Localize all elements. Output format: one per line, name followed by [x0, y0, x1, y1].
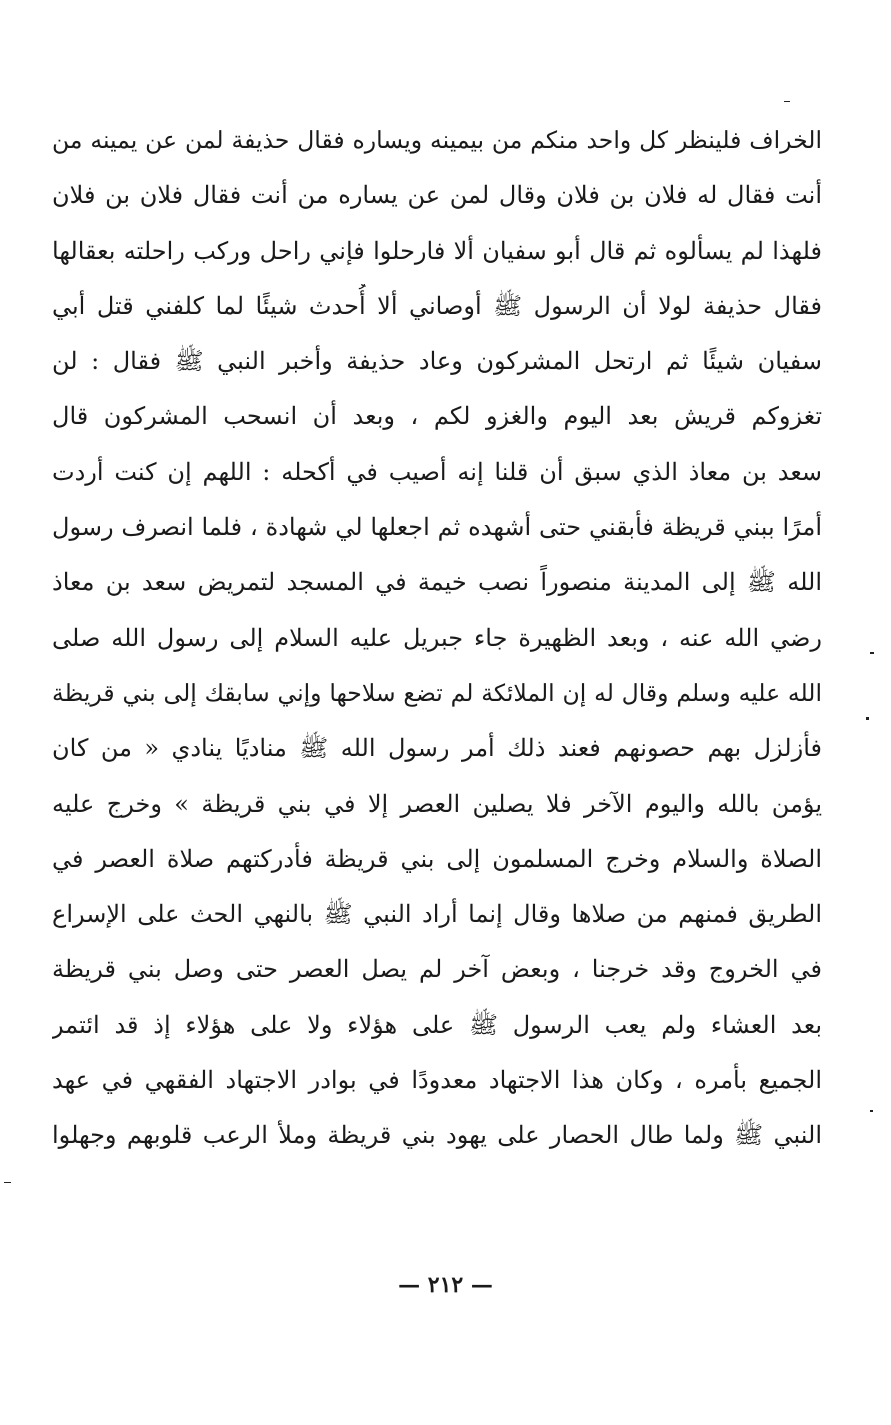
text-line: يؤمن بالله واليوم الآخر فلا يصلين العصر إلا في بني قريظة » وخرج عليه — [52, 789, 822, 818]
text-line: الخراف فلينظر كل واحد منكم من بيمينه ويساره فقال حذيفة لمن عن يمينه من — [52, 126, 822, 154]
text-line: النبي ﷺ ولما طال الحصار على يهود بني قريظة وملأ الرعب قلوبهم وجهلوا — [52, 1121, 822, 1150]
body-text — [52, 118, 822, 1169]
text-line: الطريق فمنهم من صلاها وقال إنما أراد النبي ﷺ بالنهي الحث على الإسراع — [52, 900, 822, 929]
text-line: فقال حذيفة لولا أن الرسول ﷺ أوصاني ألا أُحدث شيئًا لما كلفني قتل أبي — [52, 291, 822, 320]
scan-mark — [870, 1110, 873, 1112]
scan-mark — [784, 101, 790, 102]
text-line: فأزلزل بهم حصونهم فعند ذلك أمر رسول الله ﷺ مناديًا ينادي « من كان — [52, 734, 822, 763]
scan-mark — [870, 652, 874, 654]
text-line: سفيان شيئًا ثم ارتحل المشركون وعاد حذيفة وأخبر النبي ﷺ فقال : لن — [52, 347, 822, 376]
text-line: أمرًا ببني قريظة فأبقني حتى أشهده ثم اجعلها لي شهادة ، فلما انصرف رسول — [52, 513, 822, 542]
text-line: سعد بن معاذ الذي سبق أن قلنا إنه أصيب في أكحله : اللهم إن كنت أردت — [52, 457, 822, 486]
text-line: فلهذا لم يسألوه ثم قال أبو سفيان ألا فارحلوا فإني راحل وركب راحلته بعقالها — [52, 236, 822, 265]
page-number: — ٢١٢ — — [398, 1272, 493, 1298]
text-line: الله عليه وسلم وقال له إن الملائكة لم تضع سلاحها وإني سابقك إلى بني قريظة — [52, 678, 822, 707]
text-line: أنت فقال له فلان بن فلان وقال لمن عن يساره من أنت فقال فلان بن فلان — [52, 181, 822, 210]
text-line: رضي الله عنه ، وبعد الظهيرة جاء جبريل عليه السلام إلى رسول الله صلى — [52, 623, 822, 652]
text-line: الصلاة والسلام وخرج المسلمون إلى بني قريظة فأدركتهم صلاة العصر في — [52, 844, 822, 873]
text-line: في الخروج وقد خرجنا ، وبعض آخر لم يصل العصر حتى وصل بني قريظة — [52, 955, 822, 984]
scan-mark — [866, 717, 869, 720]
text-line: الله ﷺ إلى المدينة منصوراً نصب خيمة في المسجد لتمريض سعد بن معاذ — [52, 568, 822, 597]
scan-mark — [4, 1182, 11, 1183]
text-line: تغزوكم قريش بعد اليوم والغزو لكم ، وبعد أن انسحب المشركون قال — [52, 402, 822, 431]
text-line: الجميع بأمره ، وكان هذا الاجتهاد معدودًا في بوادر الاجتهاد الفقهي في عهد — [52, 1066, 822, 1095]
text-line: بعد العشاء ولم يعب الرسول ﷺ على هؤلاء ولا على هؤلاء إذ قد ائتمر — [52, 1010, 822, 1039]
